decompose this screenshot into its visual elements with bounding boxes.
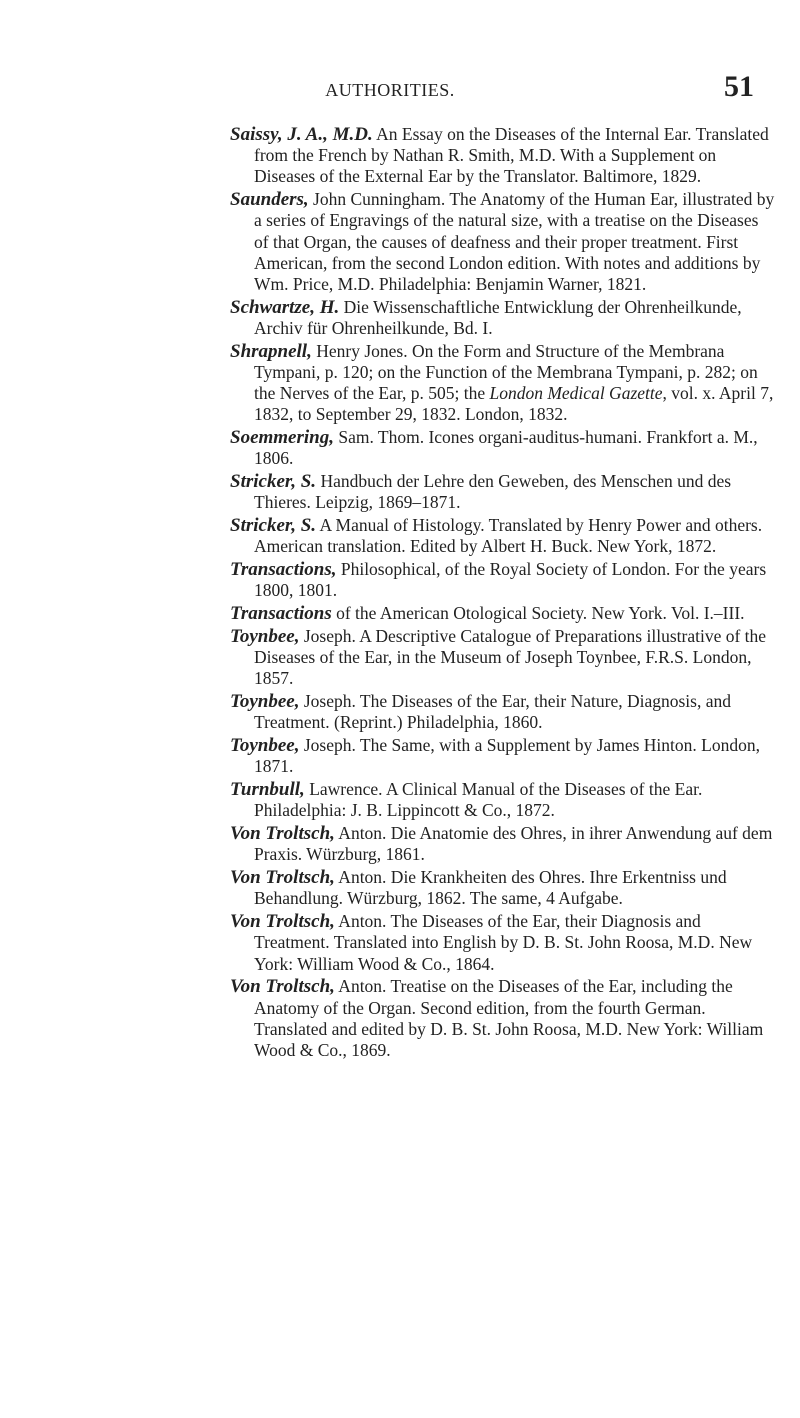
entry-author: Von Troltsch, [230, 867, 335, 889]
entry-author: Soemmering, [230, 427, 334, 449]
bibliography-entry [230, 823, 776, 865]
entry-text-tail: , vol. x. April 7, 1832, to September 29, 1832. London, 1832. [254, 383, 774, 425]
entry-author: Saunders, [230, 189, 309, 211]
page-number: 51 [724, 70, 754, 103]
entry-text: Lawrence. A Clinical Manual of the Diseases of the Ear. Philadelphia: J. B. Lippincott & Co., 1872. [254, 779, 703, 821]
bibliography-entry [230, 189, 776, 295]
entry-author: Saissy, J. A., M.D. [230, 124, 373, 145]
entry-text: A Manual of Histology. Translated by Henry Power and others. American translation. Edited by Albert H. Buck. New York, 1872. [254, 515, 763, 557]
entry-text: Handbuch der Lehre den Geweben, des Menschen und des Thieres. Leipzig, 1869–1871. [254, 471, 732, 513]
entry-text: Philosophical, of the Royal Society of London. For the years 1800, 1801. [254, 559, 767, 601]
entry-text: Joseph. The Same, with a Supplement by James Hinton. London, 1871. [254, 735, 760, 777]
entry-author: Stricker, S. [230, 471, 317, 493]
entry-text: Joseph. The Diseases of the Ear, their Nature, Diagnosis, and Treatment. (Reprint.) Philadelphia, 1860. [254, 691, 731, 733]
bibliography-entry [230, 779, 776, 821]
entry-author: Transactions [230, 603, 332, 625]
bibliography-entry [230, 341, 776, 426]
entry-text: of the American Otological Society. New York. Vol. I.–III. [331, 603, 745, 624]
entry-author: Stricker, S. [230, 515, 317, 537]
bibliography-entry [230, 911, 776, 975]
bibliography-entry [230, 124, 776, 188]
bibliography-entry [230, 867, 776, 909]
entry-author: Shrapnell, [230, 340, 312, 362]
bibliography-entry [230, 735, 776, 777]
entry-text: Anton. Treatise on the Diseases of the Ear, including the Anatomy of the Organ. Second edition, from the fourth German. Translated and edited by D. B. St. John Roosa, M.D. New York: William Wood & Co., 1869. [254, 976, 764, 1061]
entry-author: Von Troltsch, [230, 911, 335, 933]
running-head: AUTHORITIES. [325, 80, 455, 100]
bibliography-entry [230, 297, 776, 339]
bibliography-entry [230, 603, 776, 624]
entry-author: Toynbee, [230, 735, 300, 757]
entry-author: Schwartze, H. [230, 296, 340, 318]
bibliography-entry [230, 515, 776, 557]
entry-author: Von Troltsch, [230, 823, 335, 845]
entry-text: Anton. Die Krankheiten des Ohres. Ihre Erkentniss und Behandlung. Würzburg, 1862. The same, 4 Aufgabe. [254, 867, 727, 909]
entry-text: Henry Jones. On the Form and Structure of the Membrana Tympani, p. 120; on the Function of the Membrana Tympani, p. 282; on the Nerves of the Ear, p. 505; the [254, 340, 758, 404]
bibliography-entry [230, 976, 776, 1061]
entry-text: Anton. Die Anatomie des Ohres, in ihrer Anwendung auf dem Praxis. Würzburg, 1861. [254, 823, 773, 865]
entry-text: Joseph. A Descriptive Catalogue of Preparations illustrative of the Diseases of the Ear, in the Museum of Joseph Toynbee, F.R.S. London, 1857. [254, 626, 767, 689]
bibliography-entry [230, 471, 776, 513]
entry-author: Toynbee, [230, 691, 300, 713]
bibliography-entry [230, 626, 776, 690]
entry-author: Von Troltsch, [230, 976, 335, 998]
entry-text: Anton. The Diseases of the Ear, their Diagnosis and Treatment. Translated into English by D. B. St. John Roosa, M.D. New York: William Wood & Co., 1864. [254, 911, 753, 974]
entry-text: An Essay on the Diseases of the Internal Ear. Translated from the French by Nathan R. Smith, M.D. With a Supplement on Diseases of the External Ear by the Translator. Baltimore, 1829. [254, 124, 769, 187]
bibliography-list [230, 124, 776, 1063]
entry-text: John Cunningham. The Anatomy of the Human Ear, illustrated by a series of Engravings of the natural size, with a treatise on the Diseases of that Organ, the causes of deafness and their proper treatment. First American, from the second London edition. With notes and additions by Wm. Price, M.D. Philadelphia: Benjamin Warner, 1821. [254, 189, 775, 295]
entry-author: Turnbull, [230, 779, 305, 801]
entry-author: Toynbee, [230, 626, 300, 648]
bibliography-entry [230, 427, 776, 469]
bibliography-entry [230, 691, 776, 733]
entry-journal-title: London Medical Gazette [489, 383, 663, 404]
entry-author: Transactions, [230, 559, 337, 581]
entry-text: Sam. Thom. Icones organi-auditus-humani. Frankfort a. M., 1806. [254, 427, 758, 469]
entry-text: Die Wissenschaftliche Entwicklung der Ohrenheilkunde, Archiv für Ohrenheilkunde, Bd. I. [254, 296, 742, 339]
bibliography-entry [230, 559, 776, 601]
